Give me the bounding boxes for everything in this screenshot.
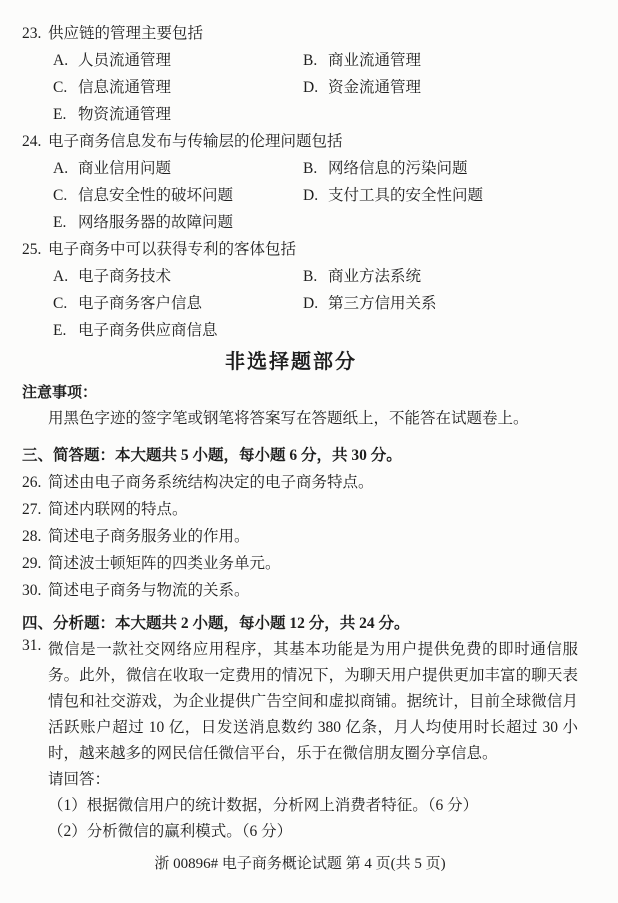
section-title: 非选择题部分 [225,351,357,373]
option-b [303,263,578,290]
option-a [53,155,303,182]
question-number: 25. [22,241,42,258]
option-label: E. [53,322,67,339]
question-31-sub-2: （2）分析微信的赢利模式。（6 分） [48,823,293,840]
question-stem-row [22,20,578,47]
question-number: 27. [22,501,42,518]
question-number: 29. [22,555,42,572]
question-text: 简述由电子商务系统结构决定的电子商务特点。 [48,474,374,491]
option-text: 物资流通管理 [78,106,172,123]
option-label: A. [53,160,69,177]
option-text: 电子商务技术 [78,268,172,285]
option-label: D. [303,79,319,96]
option-text: 资金流通管理 [328,79,422,96]
question-stem: 电子商务中可以获得专利的客体包括 [48,241,297,258]
option-text: 第三方信用关系 [328,295,437,312]
notice-heading: 注意事项： [22,385,98,401]
question-number: 31. [22,637,42,654]
question-28 [22,523,578,550]
question-text: 简述内联网的特点。 [48,501,188,518]
option-text: 网络信息的污染问题 [328,160,468,177]
option-text: 人员流通管理 [78,52,172,69]
notice-body: 用黑色字迹的签字笔或钢笔将答案写在答题纸上，不能答在试题卷上。 [48,410,529,427]
question-stem-row [22,236,578,263]
question-31 [22,637,578,767]
option-text: 信息安全性的破坏问题 [78,187,234,204]
question-31-prompt: 请回答： [48,771,111,788]
options-grid [53,47,578,128]
question-30 [22,577,578,604]
question-26 [22,469,578,496]
option-label: E. [53,106,67,123]
option-c [53,290,303,317]
question-number: 30. [22,582,42,599]
option-label: A. [53,52,69,69]
question-stem: 电子商务信息发布与传输层的伦理问题包括 [48,133,343,150]
option-c [53,182,303,209]
option-label: B. [303,160,318,177]
question-number: 28. [22,528,42,545]
question-number: 26. [22,474,42,491]
option-c [53,74,303,101]
option-label: E. [53,214,67,231]
question-text: 简述电子商务与物流的关系。 [48,582,250,599]
option-d [303,290,578,317]
option-b [303,47,578,74]
option-label: C. [53,295,68,312]
question-stem: 供应链的管理主要包括 [48,25,204,42]
part3-heading: 三、简答题：本大题共 5 小题，每小题 6 分，共 30 分。 [22,447,402,464]
option-e [53,317,303,344]
question-29 [22,550,578,577]
option-label: D. [303,187,319,204]
question-stem-row [22,128,578,155]
option-e [53,209,303,236]
option-text: 信息流通管理 [78,79,172,96]
option-a [53,263,303,290]
part4-heading: 四、分析题：本大题共 2 小题，每小题 12 分，共 24 分。 [22,615,410,632]
question-24 [22,128,578,236]
option-label: A. [53,268,69,285]
question-23 [22,20,578,128]
question-text: 简述波士顿矩阵的四类业务单元。 [48,555,281,572]
question-number: 23. [22,25,42,42]
option-label: C. [53,79,68,96]
option-text: 商业流通管理 [328,52,422,69]
page-footer: 浙 00896# 电子商务概论试题 第 4 页(共 5 页) [154,856,446,872]
option-e [53,101,303,128]
option-text: 商业方法系统 [328,268,422,285]
option-text: 网络服务器的故障问题 [78,214,234,231]
option-text: 支付工具的安全性问题 [328,187,484,204]
option-label: C. [53,187,68,204]
question-31-sub-1: （1）根据微信用户的统计数据，分析网上消费者特征。（6 分） [48,797,479,814]
option-label: B. [303,52,318,69]
option-a [53,47,303,74]
option-text: 商业信用问题 [78,160,172,177]
option-b [303,155,578,182]
option-text: 电子商务供应商信息 [78,322,218,339]
question-25 [22,236,578,344]
question-text: 简述电子商务服务业的作用。 [48,528,250,545]
option-label: D. [303,295,319,312]
option-text: 电子商务客户信息 [78,295,203,312]
option-d [303,182,578,209]
option-d [303,74,578,101]
options-grid [53,263,578,344]
option-label: B. [303,268,318,285]
question-number: 24. [22,133,42,150]
options-grid [53,155,578,236]
question-27 [22,496,578,523]
question-body: 微信是一款社交网络应用程序，其基本功能是为用户提供免费的即时通信服务。此外，微信在收取一定费用的情况下，为聊天用户提供更加丰富的聊天表情包和社交游戏，为企业提供广告空间和虚拟商铺。据统计，目前全球微信月活跃账户超过 10 亿，日发送消息数约 380 亿条，月人均使用时长超过 30 小时，越来越多的网民信任微信平台，乐于在微信朋友圈分享信息。 [48,641,578,762]
